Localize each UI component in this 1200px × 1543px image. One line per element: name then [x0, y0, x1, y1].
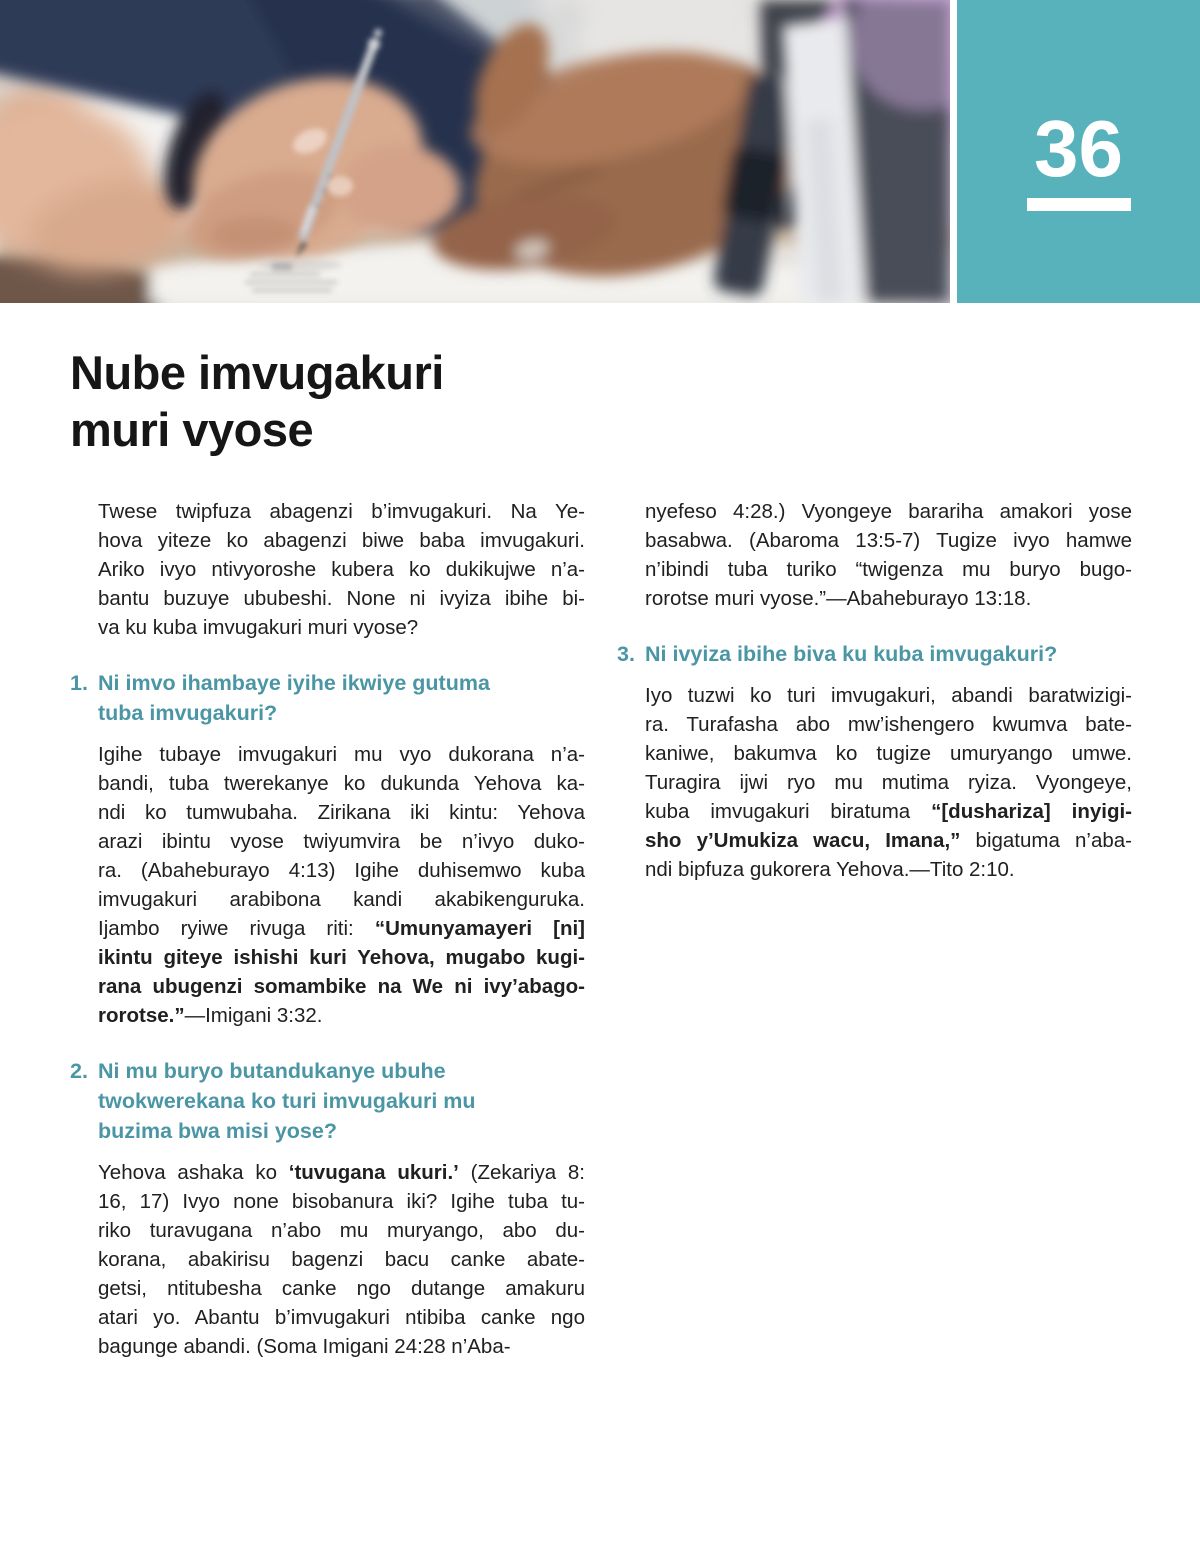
- text-line: hova yiteze ko abagenzi biwe baba imvugakuri.: [98, 529, 585, 552]
- question-heading-1: [70, 668, 585, 728]
- text-line: bagunge abandi. (Soma Imigani 24:28 n’Aba-: [98, 1335, 511, 1358]
- lesson-number-badge: [957, 0, 1200, 303]
- text-line: kuba imvugakuri biratuma “[dushariza] inyigi-: [645, 800, 1132, 823]
- text-line: ra. Turafasha abo mw’ishengero kwumva bate-: [645, 713, 1132, 736]
- text-line: rana ubugenzi somambike na We ni ivy’abago-: [98, 975, 585, 998]
- text-line: sho y’Umukiza wacu, Imana,” bigatuma n’aba-: [645, 829, 1132, 852]
- signing-document-photo: [0, 0, 950, 303]
- page-title: [70, 344, 444, 458]
- text-line: rorotse.”—Imigani 3:32.: [98, 1004, 323, 1027]
- text-line: nyefeso 4:28.) Vyongeye barariha amakori yose: [645, 500, 1132, 523]
- title-line-2: muri vyose: [70, 403, 314, 456]
- text-line: 16, 17) Ivyo none bisobanura iki? Igihe tuba tu-: [98, 1190, 585, 1213]
- text-line: ikintu giteye ishishi kuri Yehova, mugabo kugi-: [98, 946, 585, 969]
- paragraph: [70, 740, 585, 1030]
- lesson-number: 36: [1034, 103, 1123, 193]
- text-line: Iyo tuzwi ko turi imvugakuri, abandi baratwizigi-: [645, 684, 1132, 707]
- title-line-1: Nube imvugakuri: [70, 346, 444, 399]
- question-text-line: tuba imvugakuri?: [98, 701, 278, 725]
- text-line: getsi, ntitubesha canke ngo dutange amakuru: [98, 1277, 585, 1300]
- question-number: 2.: [70, 1059, 88, 1083]
- paragraph: [70, 1158, 585, 1361]
- paragraph: [70, 497, 585, 642]
- text-line: ra. (Abaheburayo 4:13) Igihe duhisemwo kuba: [98, 859, 585, 882]
- hero-photo: [0, 0, 950, 303]
- text-line: imvugakuri arabibona kandi akabikenguruka.: [98, 888, 585, 911]
- text-line: atari yo. Abantu b’imvugakuri ntibiba canke ngo: [98, 1306, 585, 1329]
- text-line: n’ibindi tuba turiko “twigenza mu buryo bugo-: [645, 558, 1132, 581]
- lesson-number-underline: [1027, 198, 1131, 211]
- question-heading-3: [617, 639, 1132, 669]
- column-right: [617, 497, 1132, 1361]
- paragraph: [617, 681, 1132, 884]
- text-line: va ku kuba imvugakuri muri vyose?: [98, 616, 419, 639]
- text-line: kaniwe, bakumva ko tugize umuryango umwe.: [645, 742, 1132, 765]
- text-line: arazi ibintu vyose twiyumvira be n’ivyo duko-: [98, 830, 585, 853]
- column-left: [70, 497, 585, 1361]
- text-line: riko turavugana n’abo mu muryango, abo du-: [98, 1219, 585, 1242]
- paragraph: [617, 497, 1132, 613]
- text-line: bantu buzuye ububeshi. None ni ivyiza ibihe bi-: [98, 587, 585, 610]
- question-text-line: Ni mu buryo butandukanye ubuhe: [98, 1059, 446, 1083]
- text-line: korana, abakirisu bagenzi bacu canke abate-: [98, 1248, 585, 1271]
- text-line: ndi ko tumwubaha. Zirikana iki kintu: Yehova: [98, 801, 585, 824]
- text-line: Twese twipfuza abagenzi b’imvugakuri. Na Ye-: [98, 500, 585, 523]
- question-number: 3.: [617, 642, 635, 666]
- text-line: Yehova ashaka ko ‘tuvugana ukuri.’ (Zekariya 8:: [98, 1161, 585, 1184]
- text-line: Ariko ivyo ntivyoroshe kubera ko dukikujwe n’a-: [98, 558, 585, 581]
- text-line: ndi bipfuza gukorera Yehova.—Tito 2:10.: [645, 858, 1015, 881]
- text-line: bandi, tuba twerekanye ko dukunda Yehova ka-: [98, 772, 585, 795]
- question-number: 1.: [70, 671, 88, 695]
- question-text-line: Ni imvo ihambaye iyihe ikwiye gutuma: [98, 671, 490, 695]
- text-line: Turagira ijwi ryo mu mutima ryiza. Vyongeye,: [645, 771, 1132, 794]
- question-text-line: Ni ivyiza ibihe biva ku kuba imvugakuri?: [645, 642, 1058, 666]
- question-text-line: buzima bwa misi yose?: [98, 1119, 337, 1143]
- text-line: Igihe tubaye imvugakuri mu vyo dukorana n’a-: [98, 743, 585, 766]
- two-column-text: [70, 497, 1132, 1361]
- question-text-line: twokwerekana ko turi imvugakuri mu: [98, 1089, 476, 1113]
- text-line: rorotse muri vyose.”—Abaheburayo 13:18.: [645, 587, 1032, 610]
- text-line: basabwa. (Abaroma 13:5-7) Tugize ivyo hamwe: [645, 529, 1132, 552]
- text-line: Ijambo ryiwe rivuga riti: “Umunyamayeri [ni]: [98, 917, 585, 940]
- question-heading-2: [70, 1056, 585, 1146]
- hero-header: [0, 0, 1200, 303]
